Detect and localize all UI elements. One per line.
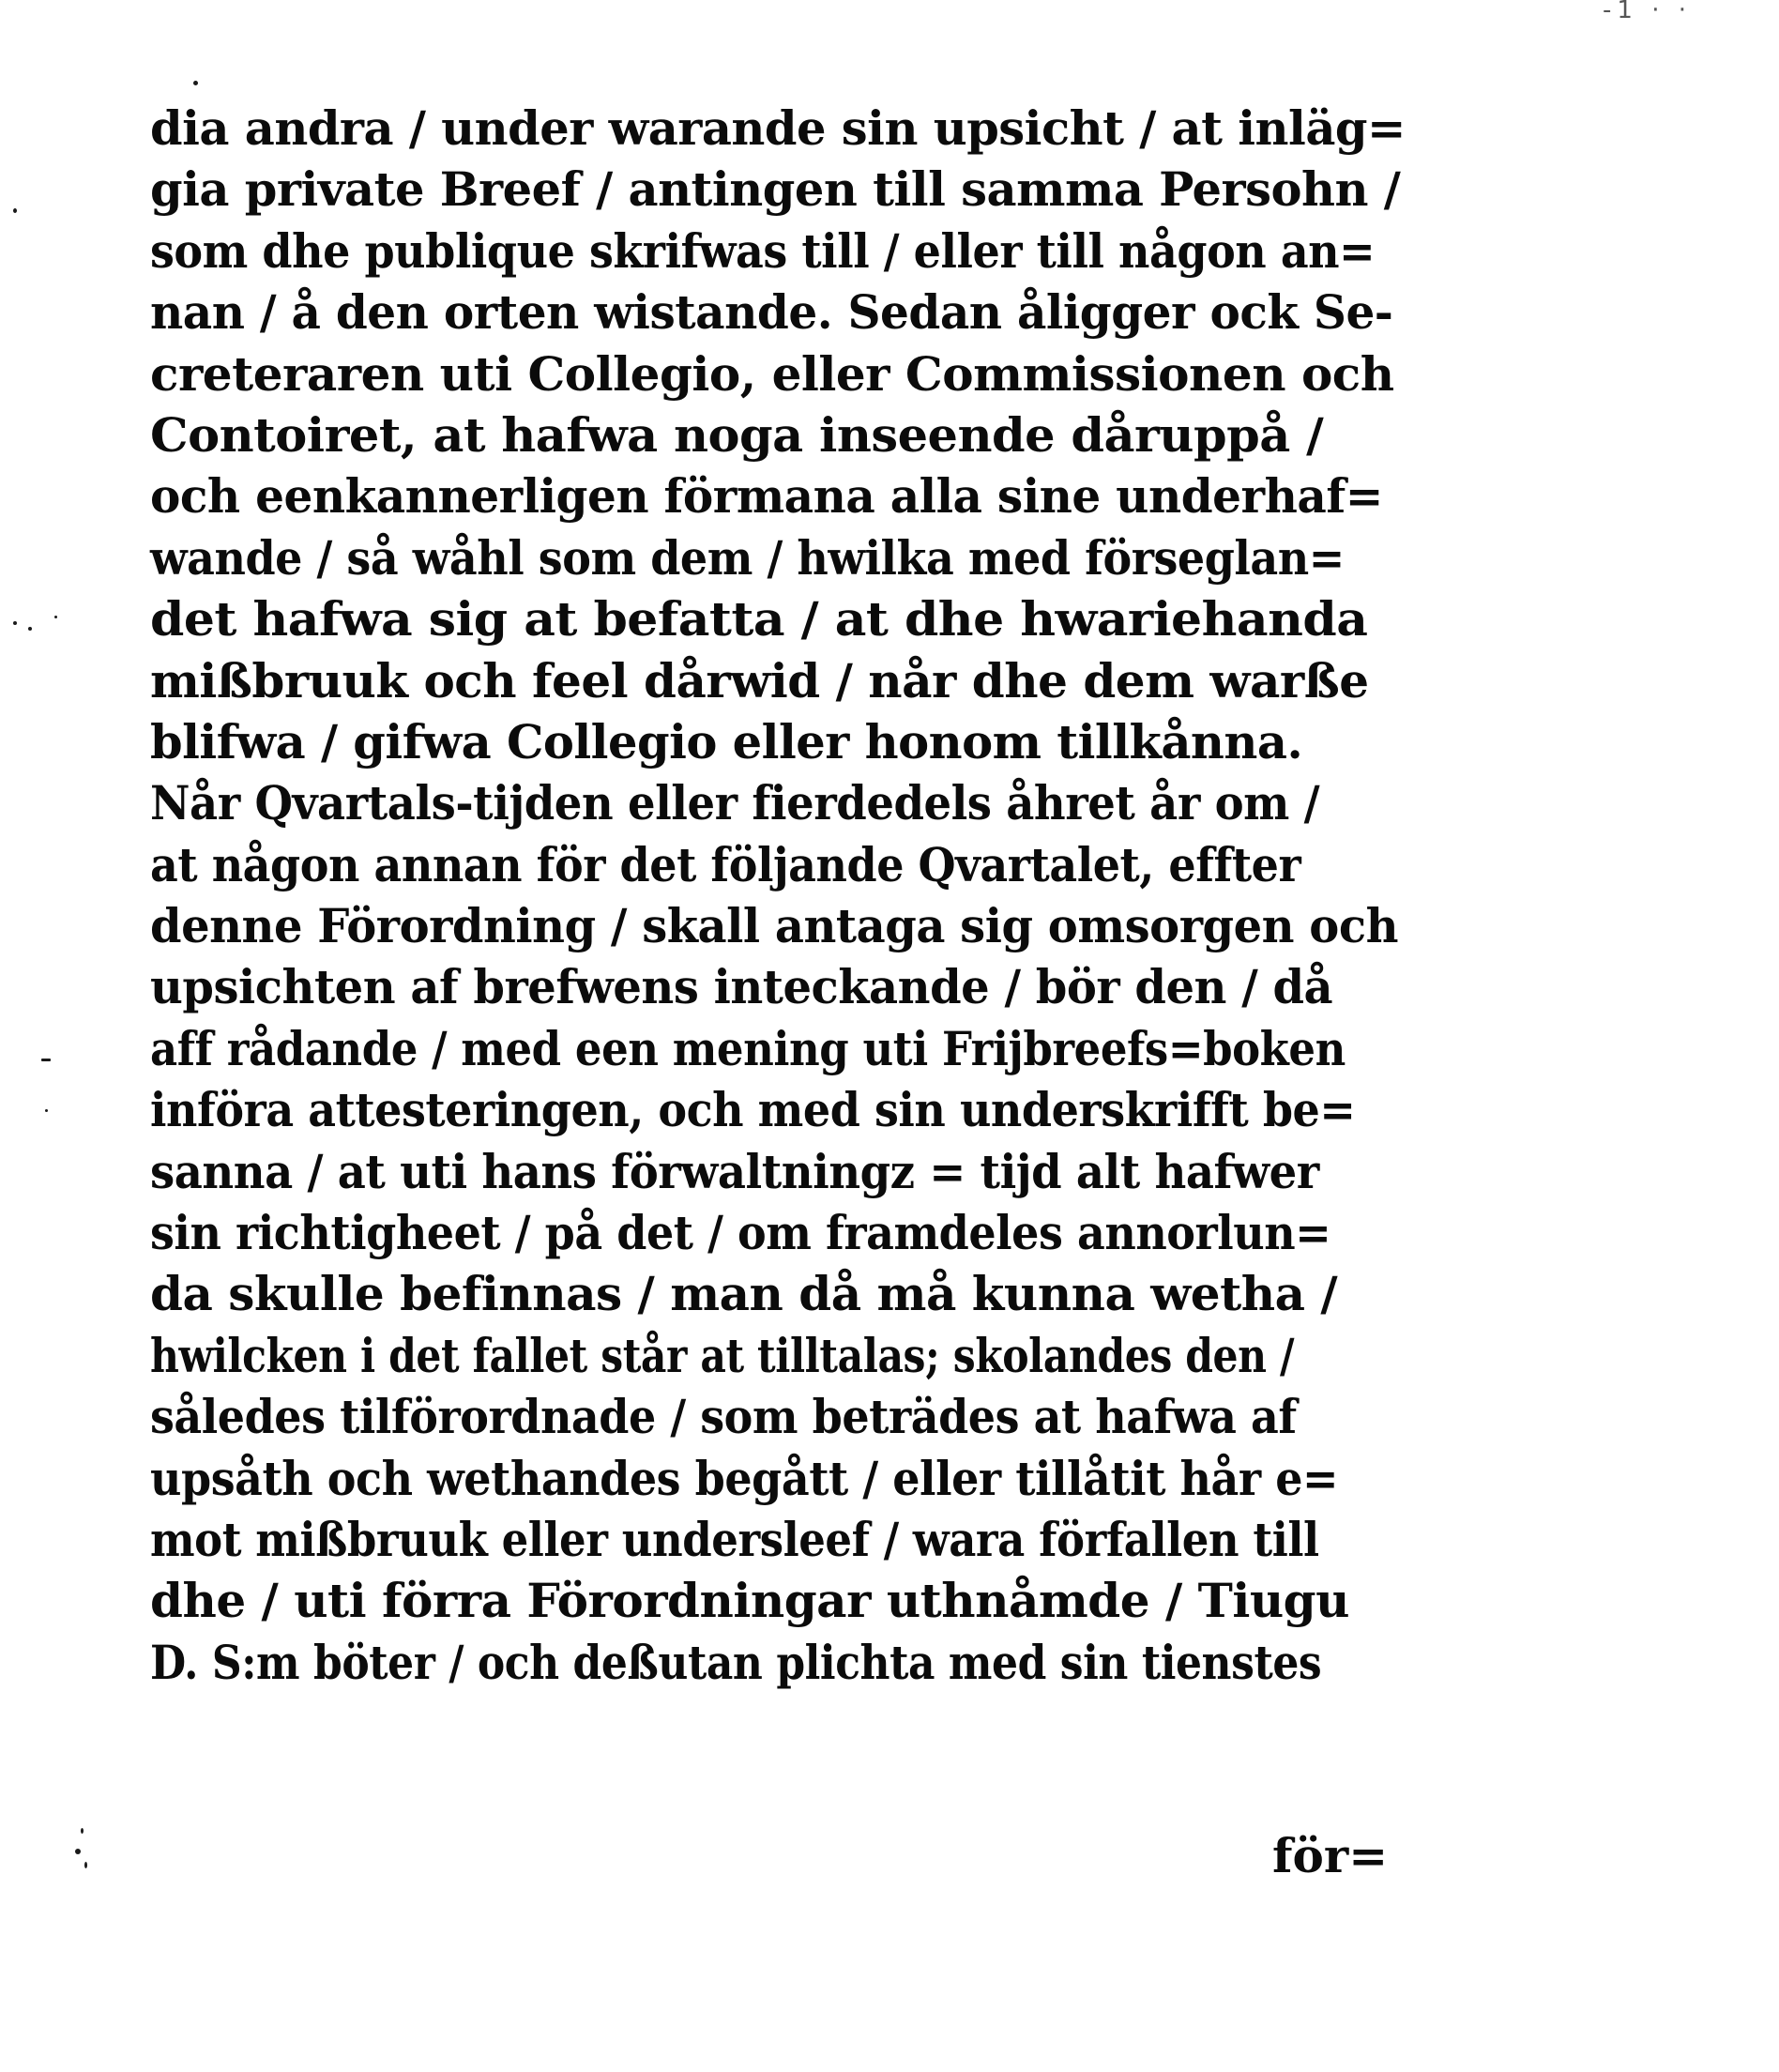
text-line: dia andra / under warande sin upsicht / at inläg= — [150, 100, 1406, 156]
text-line: sanna / at uti hans förwaltningz = tijd alt hafwer — [150, 1143, 1319, 1199]
text-line: införa attesteringen, och med sin underskrifft be= — [150, 1082, 1356, 1138]
text-line: hwilcken i det fallet står at tilltalas; skolandes den / — [150, 1327, 1295, 1383]
scan-speck — [193, 81, 198, 85]
body-text — [150, 98, 1406, 1693]
scan-speck — [75, 1849, 81, 1854]
text-line: som dhe publique skrifwas till / eller till någon an= — [150, 222, 1376, 279]
text-line: mot mißbruuk eller undersleef / wara förfallen till — [150, 1511, 1319, 1567]
scan-speck — [84, 1862, 87, 1868]
text-line: da skulle befinnas / man då må kunna wetha / — [150, 1266, 1338, 1322]
corner-mark: -1 · · — [1603, 0, 1692, 24]
scan-speck — [54, 616, 57, 618]
scan-speck — [41, 1059, 51, 1061]
text-line: at någon annan för det följande Qvartalet, effter — [150, 836, 1301, 892]
text-line: blifwa / gifwa Collegio eller honom tillkånna. — [150, 713, 1303, 769]
text-line: upsichten af brefwens inteckande / bör den / då — [150, 959, 1333, 1015]
scan-speck — [13, 208, 17, 213]
text-line: D. S:m böter / och deßutan plichta med sin tienstes — [150, 1634, 1322, 1690]
text-line: Contoiret, at hafwa noga inseende dåruppå / — [150, 406, 1324, 463]
catchword: för= — [1272, 1828, 1389, 1883]
text-line: aff rådande / med een mening uti Frijbreefs=boken — [150, 1020, 1346, 1076]
text-line: gia private Breef / antingen till samma Persohn / — [150, 161, 1401, 218]
text-line: mißbruuk och feel dårwid / når dhe dem warße — [150, 652, 1369, 708]
text-line: upsåth och wethandes begått / eller tillåtit hår e= — [150, 1450, 1339, 1506]
text-line: denne Förordning / skall antaga sig omsorgen och — [150, 898, 1399, 954]
text-line: nan / å den orten wistande. Sedan åligger ock Se- — [150, 284, 1393, 341]
text-line: sin richtigheet / på det / om framdeles annorlun= — [150, 1205, 1331, 1261]
scan-speck — [13, 621, 17, 625]
text-line: Når Qvartals-tijden eller fierdedels åhret år om / — [150, 775, 1320, 831]
scan-speck — [45, 1109, 48, 1112]
text-line: wande / så wåhl som dem / hwilka med förseglan= — [150, 529, 1345, 586]
text-line: och eenkannerligen förmana alla sine underhaf= — [150, 468, 1383, 525]
text-line: dhe / uti förra Förordningar uthnåmde / Tiugu — [150, 1573, 1349, 1629]
text-line: det hafwa sig at befatta / at dhe hwariehanda — [150, 591, 1368, 648]
scan-speck — [81, 1828, 84, 1834]
text-line: således tilförordnade / som beträdes at hafwa af — [150, 1389, 1297, 1445]
text-line: creteraren uti Collegio, eller Commissionen och — [150, 345, 1394, 402]
scan-speck — [28, 627, 32, 631]
